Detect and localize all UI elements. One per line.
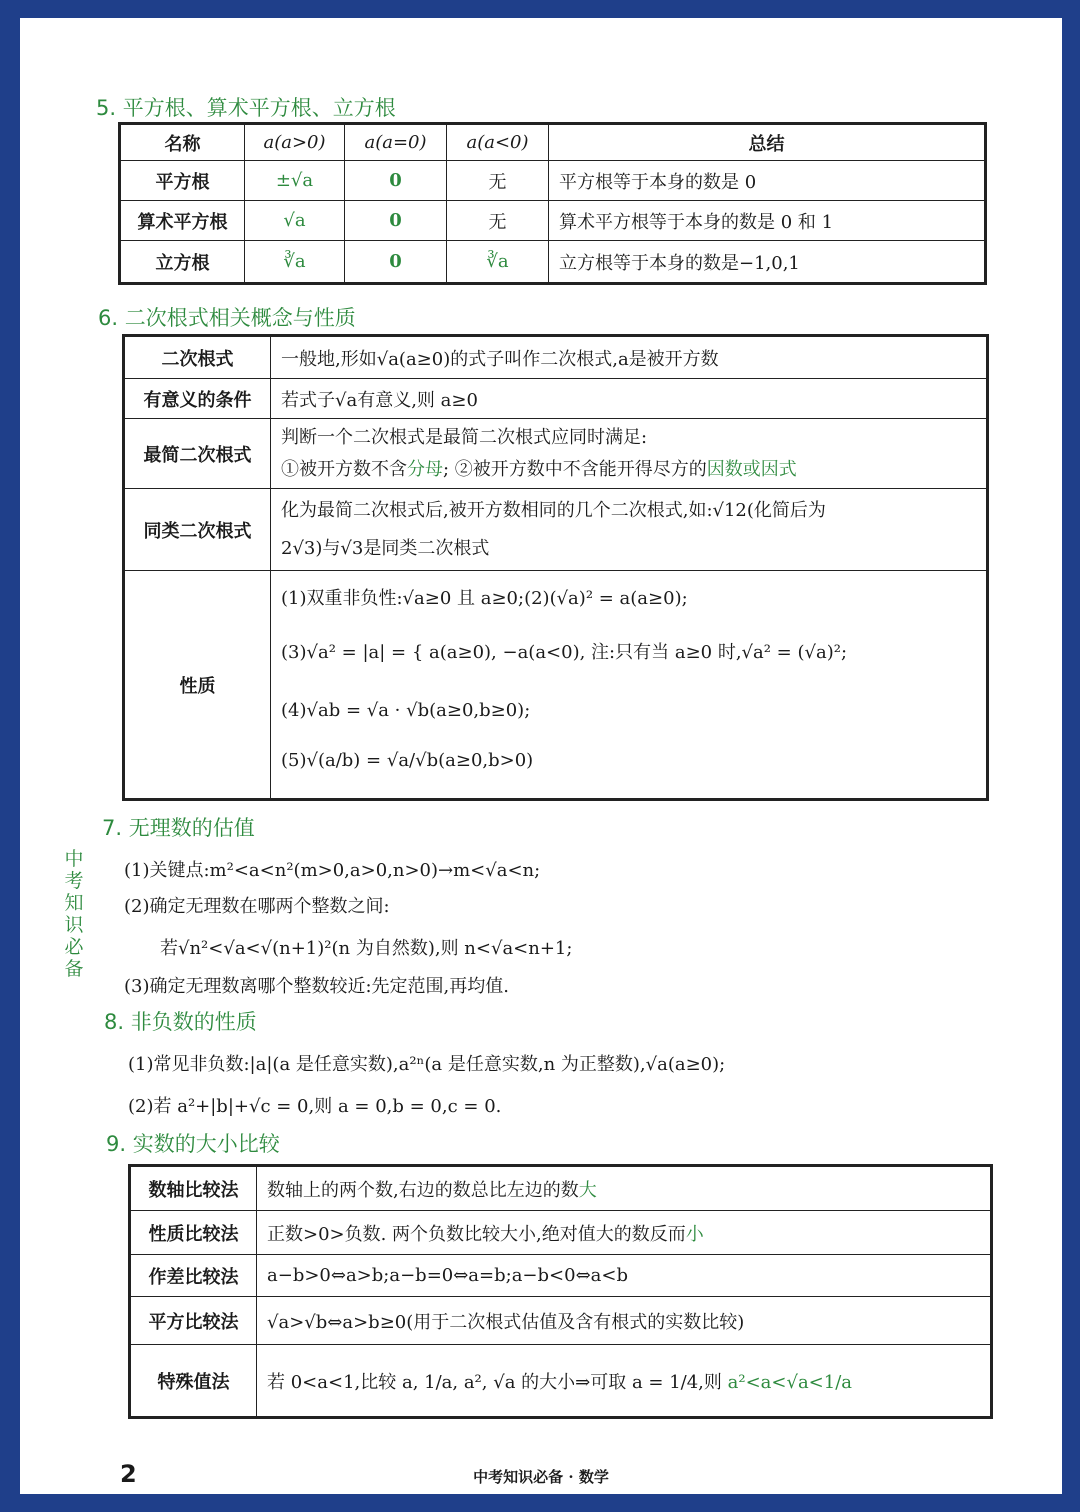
table-row <box>131 1345 991 1417</box>
row-label: 算术平方根 <box>121 201 245 241</box>
footer-title: 中考知识必备 · 数学 <box>473 1468 609 1486</box>
highlight: 小 <box>685 1223 704 1245</box>
cell <box>257 1211 991 1255</box>
section-6-title: 6. 二次根式相关概念与性质 <box>98 306 356 330</box>
table-row <box>131 1167 991 1211</box>
section-8-title: 8. 非负数的性质 <box>104 1010 257 1034</box>
highlight: 分母 <box>407 458 443 480</box>
property-line: (5)√(a/b) = √a/√b(a≥0,b>0) <box>281 749 534 771</box>
row-label: 性质比较法 <box>131 1211 257 1255</box>
cell <box>271 489 987 571</box>
text-line: 若√n²<√a<√(n+1)²(n 为自然数),则 n<√a<n+1; <box>160 938 573 959</box>
section-7-title: 7. 无理数的估值 <box>102 816 255 840</box>
table-row <box>131 1255 991 1297</box>
cell: ∛a <box>447 241 549 283</box>
cell <box>257 1345 991 1417</box>
page-number: 2 <box>120 1460 137 1488</box>
row-label: 平方比较法 <box>131 1297 257 1345</box>
text-line: (1)关键点:m²<a<n²(m>0,a>0,n>0)→m<√a<n; <box>124 860 541 881</box>
cell <box>257 1167 991 1211</box>
text: ; ②被开方数中不含能开得尽方的 <box>443 458 707 480</box>
table-row <box>125 419 987 489</box>
table-row <box>125 571 987 799</box>
row-label: 同类二次根式 <box>125 489 271 571</box>
cell: 平方根等于本身的数是 0 <box>549 161 985 201</box>
text-line: (3)确定无理数离哪个整数较近:先定范围,再均值. <box>124 976 510 997</box>
cell: a−b>0⇔a>b;a−b=0⇔a=b;a−b<0⇔a<b <box>257 1255 991 1297</box>
cell: 无 <box>447 201 549 241</box>
table-row <box>125 379 987 419</box>
row-label: 数轴比较法 <box>131 1167 257 1211</box>
text: 数轴上的两个数,右边的数总比左边的数 <box>267 1179 579 1201</box>
cell: 一般地,形如√a(a≥0)的式子叫作二次根式,a是被开方数 <box>271 337 987 379</box>
table-header-row <box>121 125 985 161</box>
text: 正数>0>负数. 两个负数比较大小,绝对值大的数反而 <box>267 1223 686 1245</box>
cell-line: 判断一个二次根式是最简二次根式应同时满足: <box>281 426 648 448</box>
text: ①被开方数不含 <box>281 458 407 480</box>
row-label: 最简二次根式 <box>125 419 271 489</box>
table-row <box>131 1211 991 1255</box>
section-9-title: 9. 实数的大小比较 <box>106 1132 280 1156</box>
cell: 0 <box>345 201 447 241</box>
property-line: (1)双重非负性:√a≥0 且 a≥0;(2)(√a)² = a(a≥0); <box>281 587 688 609</box>
table-row <box>121 201 985 241</box>
highlight: 大 <box>578 1179 597 1201</box>
cell: 若式子√a有意义,则 a≥0 <box>271 379 987 419</box>
text-line: (2)若 a²+|b|+√c = 0,则 a = 0,b = 0,c = 0. <box>128 1096 502 1117</box>
table-row <box>125 489 987 571</box>
cell-line: 2√3)与√3是同类二次根式 <box>281 537 490 559</box>
table-row <box>131 1297 991 1345</box>
table-row <box>121 241 985 283</box>
text-line: (2)确定无理数在哪两个整数之间: <box>124 896 390 917</box>
page <box>20 18 1062 1494</box>
row-label: 平方根 <box>121 161 245 201</box>
cell: 立方根等于本身的数是−1,0,1 <box>549 241 985 283</box>
cell: √a>√b⇔a>b≥0(用于二次根式估值及含有根式的实数比较) <box>257 1297 991 1345</box>
row-label: 特殊值法 <box>131 1345 257 1417</box>
header-cell: a(a>0) <box>245 125 345 161</box>
cell <box>271 571 987 799</box>
section-6-table <box>124 336 987 799</box>
side-label: 中考知识必备 <box>64 848 84 980</box>
row-label: 有意义的条件 <box>125 379 271 419</box>
header-cell: 名称 <box>121 125 245 161</box>
highlight: a²<a<√a<1/a <box>727 1371 852 1393</box>
cell <box>271 419 987 489</box>
cell: 0 <box>345 161 447 201</box>
text-line: (1)常见非负数:|a|(a 是任意实数),a²ⁿ(a 是任意实数,n 为正整数),√a(a≥0); <box>128 1054 726 1075</box>
row-label: 作差比较法 <box>131 1255 257 1297</box>
row-label: 性质 <box>125 571 271 799</box>
cell: 无 <box>447 161 549 201</box>
row-label: 立方根 <box>121 241 245 283</box>
header-cell: a(a=0) <box>345 125 447 161</box>
cell: ∛a <box>245 241 345 283</box>
cell: 0 <box>345 241 447 283</box>
property-line: (4)√ab = √a · √b(a≥0,b≥0); <box>281 699 531 721</box>
cell: ±√a <box>245 161 345 201</box>
highlight: 因数或因式 <box>706 458 797 480</box>
table-row <box>125 337 987 379</box>
row-label: 二次根式 <box>125 337 271 379</box>
text: 若 0<a<1,比较 a, 1/a, a², √a 的大小⇒可取 a = 1/4,则 <box>267 1371 728 1393</box>
cell-line: 化为最简二次根式后,被开方数相同的几个二次根式,如:√12(化简后为 <box>281 499 826 521</box>
cell: 算术平方根等于本身的数是 0 和 1 <box>549 201 985 241</box>
cell: √a <box>245 201 345 241</box>
table-row <box>121 161 985 201</box>
header-cell: a(a<0) <box>447 125 549 161</box>
header-cell: 总结 <box>549 125 985 161</box>
property-line: (3)√a² = |a| = { a(a≥0), −a(a<0), 注:只有当 a≥0 时,√a² = (√a)²; <box>281 641 848 663</box>
cell-line <box>281 454 976 486</box>
section-9-table <box>130 1166 991 1417</box>
section-5-title: 5. 平方根、算术平方根、立方根 <box>96 96 396 120</box>
section-5-table <box>120 124 985 283</box>
